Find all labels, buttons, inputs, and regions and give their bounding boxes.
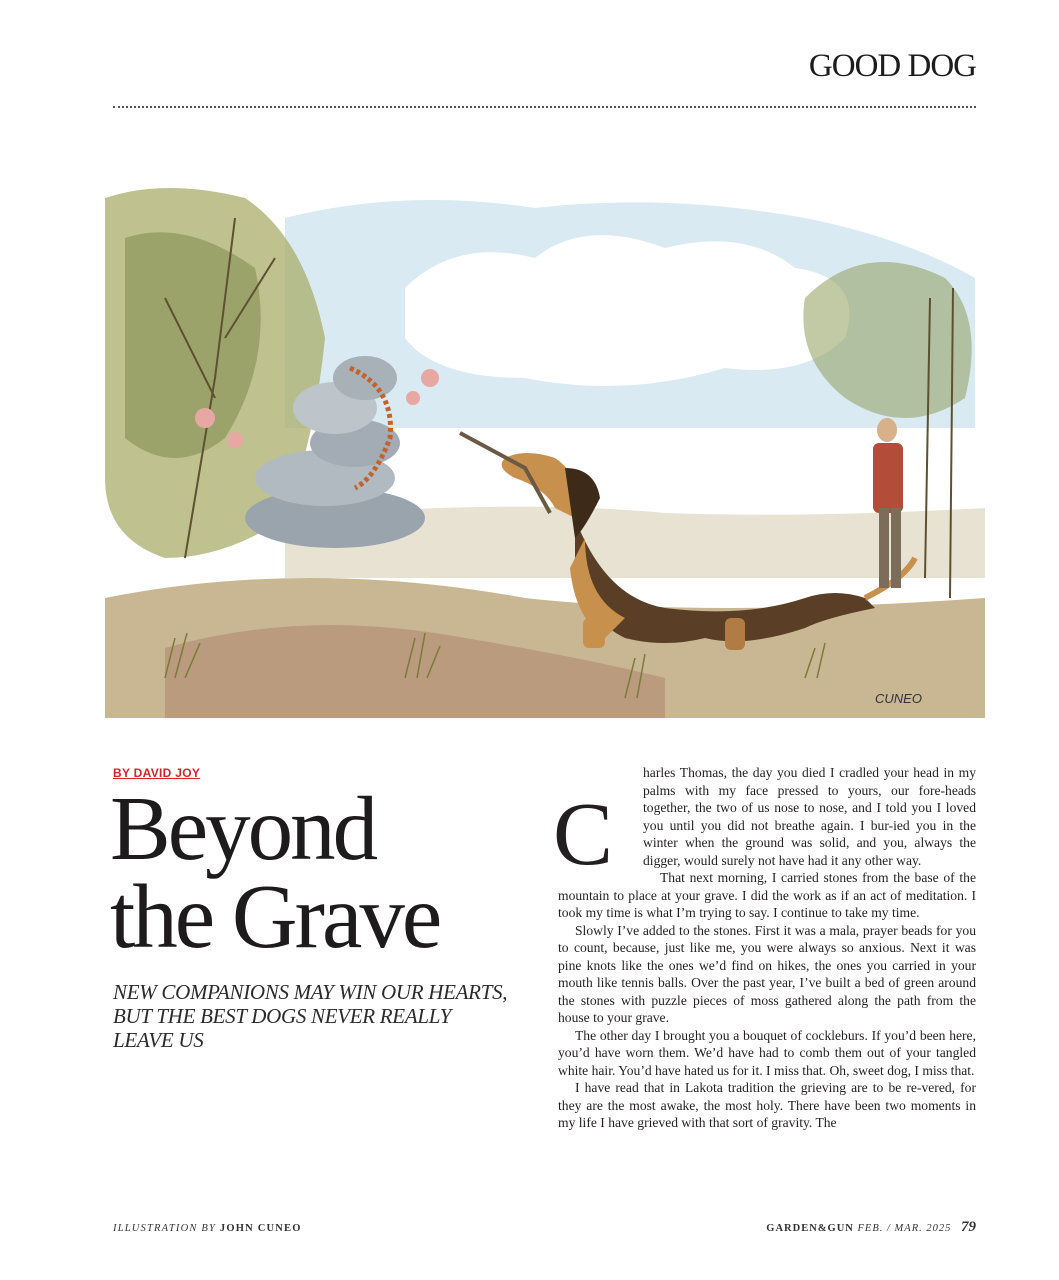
credit-label: ILLUSTRATION BY [113,1223,217,1234]
paragraph-1: harles Thomas, the day you died I cradled your head in my palms with my face pressed to yours, our fore-heads together, the two of us nose to nose, and I told you I loved you until you did not breathe again. I bur-ied you in the winter when the ground was solid, and you, always the digger, would surely not have had it any other way. [643,765,976,868]
headline-line-1: Beyond [110,778,376,879]
article-illustration [105,178,985,718]
headline-line-2: the Grave [110,866,440,967]
issue-date: FEB. / MAR. 2025 [857,1223,952,1234]
illustration-credit [113,1223,302,1234]
drop-cap: C [553,785,614,884]
artist-signature: CUNEO [875,691,922,706]
credit-name: JOHN CUNEO [219,1223,302,1234]
page-number: 79 [961,1219,976,1235]
paragraph-2: That next morning, I carried stones from the base of the mountain to place at your grave. I did the work as if an act of meditation. I took my time is what I’m trying to say. I continue to take my time. [558,870,976,920]
section-label: GOOD DOG [808,48,976,84]
byline[interactable]: BY DAVID JOY [113,766,201,780]
flower [195,408,215,428]
paragraph-5: I have read that in Lakota tradition the grieving are to be re-vered, for they are the most awake, the most holy. There have been two moments in my life I have grieved with that sort of gravity. The [558,1080,976,1130]
paragraph-4: The other day I brought you a bouquet of cockleburs. If you’d been here, you’d have worn them. We’d have had to comb them out of your tangled white hair. You’d have hated us for it. I miss that. Oh, sweet dog, I miss that. [558,1027,976,1078]
watercolor-scene [105,178,985,718]
article-body [558,764,976,1132]
article-headline [110,778,530,967]
folio [766,1219,976,1236]
article-deck: NEW COMPANIONS MAY WIN OUR HEARTS, BUT THE BEST DOGS NEVER REALLY LEAVE US [113,980,508,1052]
publication-name: GARDEN&GUN [766,1223,854,1234]
header-divider [113,106,976,108]
paragraph-3: Slowly I’ve added to the stones. First it was a mala, prayer beads for you to count, because, just like me, you were always so anxious. Next it was pine knots like the ones we’d find on hikes, the ones you carried in your mouth like tennis balls. Over the past year, I’ve built a bed of green around the stones with puzzle pieces of moss gathered along the path from the house to your grave. [558,922,976,1025]
